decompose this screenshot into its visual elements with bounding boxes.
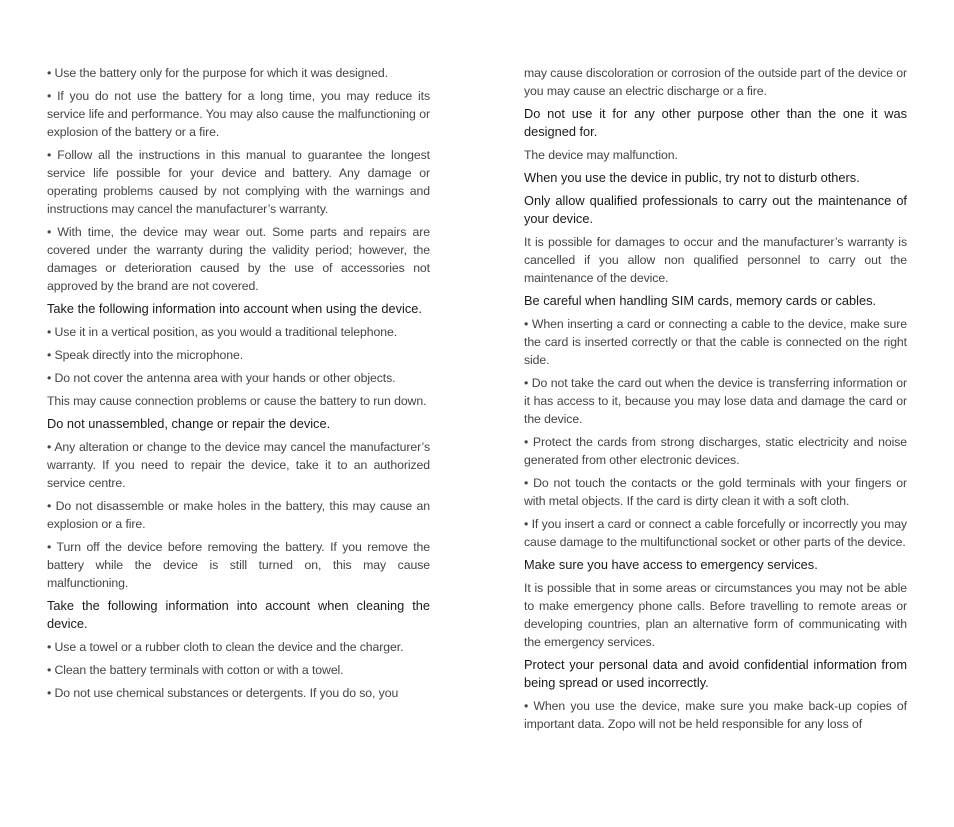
paragraph: • When inserting a card or connecting a cable to the device, make sure the card is inserted correctly or that the cable is connected on the right side.: [524, 317, 907, 367]
paragraph: may cause discoloration or corrosion of the outside part of the device or you may cause an electric discharge or a fire.: [524, 66, 907, 98]
section-heading: Be careful when handling SIM cards, memory cards or cables.: [524, 293, 877, 308]
section-heading: Do not unassembled, change or repair the device.: [47, 416, 331, 431]
paragraph: It is possible that in some areas or circumstances you may not be able to make emergency phone calls. Before travelling to remote areas or developing countries, plan an alternative form of communicating with the emergency services.: [524, 581, 907, 649]
paragraph: • If you insert a card or connect a cable forcefully or incorrectly you may cause damage to the multifunctional socket or other parts of the device.: [524, 517, 907, 549]
section-heading: Protect your personal data and avoid confidential information from being spread or used incorrectly.: [524, 657, 907, 690]
section-heading: When you use the device in public, try not to disturb others.: [524, 170, 860, 185]
paragraph: • Do not use chemical substances or detergents. If you do so, you: [47, 686, 399, 700]
paragraph: • Do not cover the antenna area with your hands or other objects.: [47, 371, 396, 385]
section-heading: Only allow qualified professionals to carry out the maintenance of your device.: [524, 193, 907, 226]
paragraph: • Use a towel or a rubber cloth to clean the device and the charger.: [47, 640, 404, 654]
paragraph: It is possible for damages to occur and the manufacturer’s warranty is cancelled if you allow non qualified personnel to carry out the maintenance of the device.: [524, 235, 907, 285]
section-heading: Do not use it for any other purpose other than the one it was designed for.: [524, 106, 907, 139]
section-heading: Make sure you have access to emergency services.: [524, 557, 818, 572]
section-heading: Take the following information into account when cleaning the device.: [47, 598, 430, 631]
right-column: [524, 64, 907, 738]
paragraph: This may cause connection problems or cause the battery to run down.: [47, 394, 427, 408]
paragraph: • Any alteration or change to the device may cancel the manufacturer’s warranty. If you need to repair the device, take it to an authorized service centre.: [47, 440, 430, 490]
section-heading: Take the following information into account when using the device.: [47, 301, 422, 316]
paragraph: • Speak directly into the microphone.: [47, 348, 244, 362]
paragraph: The device may malfunction.: [524, 148, 678, 162]
paragraph: • Use the battery only for the purpose for which it was designed.: [47, 66, 388, 80]
paragraph: • If you do not use the battery for a long time, you may reduce its service life and performance. You may also cause the malfunctioning or explosion of the battery or a fire.: [47, 89, 430, 139]
paragraph: • Use it in a vertical position, as you would a traditional telephone.: [47, 325, 398, 339]
paragraph: • Clean the battery terminals with cotton or with a towel.: [47, 663, 344, 677]
paragraph: • Follow all the instructions in this manual to guarantee the longest service life possible for your device and battery. Any damage or operating problems caused by not complying with the warnings and instructions may cancel the manufacturer’s warranty.: [47, 148, 430, 216]
paragraph: • Do not take the card out when the device is transferring information or it has access to it, because you may lose data and damage the card or the device.: [524, 376, 907, 426]
paragraph: • Do not touch the contacts or the gold terminals with your fingers or with metal objects. If the card is dirty clean it with a soft cloth.: [524, 476, 907, 508]
paragraph: • When you use the device, make sure you make back-up copies of important data. Zopo will not be held responsible for any loss of: [524, 699, 907, 731]
paragraph: • With time, the device may wear out. Some parts and repairs are covered under the warranty during the validity period; however, the damages or deterioration caused by the use of accessories not approved by the brand are not covered.: [47, 225, 430, 293]
paragraph: • Protect the cards from strong discharges, static electricity and noise generated from other electronic devices.: [524, 435, 907, 467]
left-column: [47, 64, 430, 707]
paragraph: • Do not disassemble or make holes in the battery, this may cause an explosion or a fire.: [47, 499, 430, 531]
paragraph: • Turn off the device before removing the battery. If you remove the battery while the device is still turned on, this may cause malfunctioning.: [47, 540, 430, 590]
